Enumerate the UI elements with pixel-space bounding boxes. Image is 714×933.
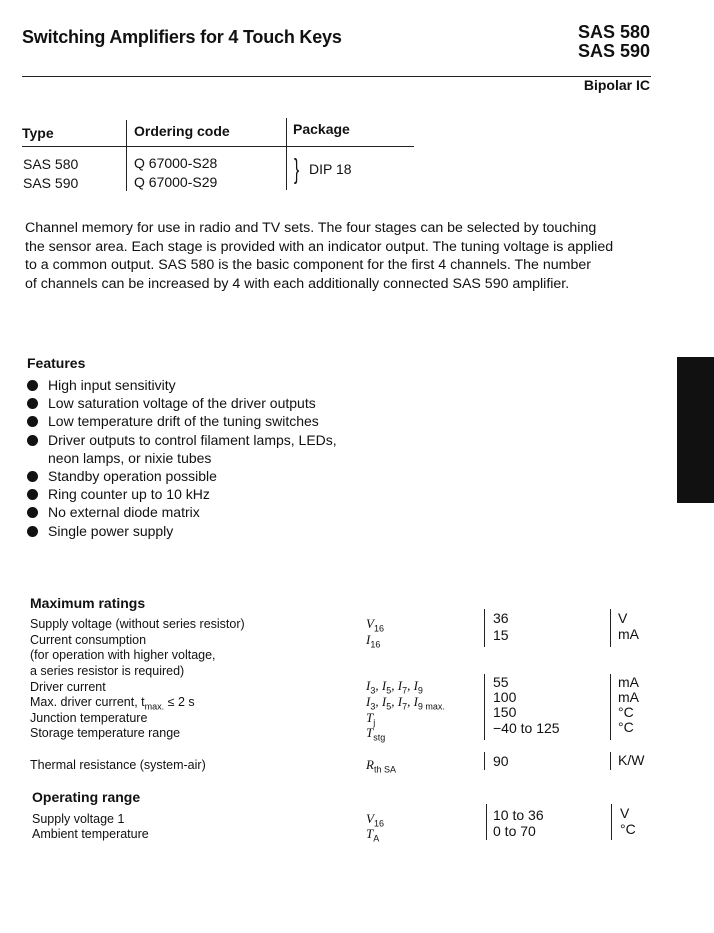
unit-col-rule — [610, 609, 611, 647]
table-header-rule — [22, 146, 414, 147]
unit-cell: °C — [618, 704, 634, 720]
unit-cell: mA — [618, 626, 639, 642]
unit-cell: mA — [618, 674, 639, 690]
value-cell: −40 to 125 — [493, 720, 560, 736]
brace-icon: } — [294, 153, 300, 184]
unit-cell: V — [620, 805, 630, 821]
param-label: Driver current — [30, 680, 106, 694]
value-cell: 150 — [493, 704, 517, 720]
page-title: Switching Amplifiers for 4 Touch Keys — [22, 27, 342, 47]
feature-item: Standby operation possible — [27, 467, 337, 485]
description-line: to a common output. SAS 580 is the basic component for the first 4 channels. The number — [25, 257, 591, 273]
feature-item: No external diode matrix — [27, 503, 337, 521]
description — [25, 219, 655, 293]
col-header-ordering-code: Ordering code — [134, 123, 230, 139]
unit-cell: °C — [618, 719, 634, 735]
param-label: Ambient temperature — [32, 827, 149, 841]
bullet-icon — [27, 435, 38, 446]
value-col-rule — [484, 674, 485, 740]
feature-item: Low saturation voltage of the driver outputs — [27, 394, 337, 412]
param-label: Supply voltage (without series resistor) — [30, 617, 245, 631]
col-header-package: Package — [293, 121, 350, 137]
feature-item-continuation: neon lamps, or nixie tubes — [48, 449, 212, 466]
feature-item: Single power supply — [27, 522, 337, 540]
bullet-icon — [27, 489, 38, 500]
param-label: Storage temperature range — [30, 726, 181, 740]
part-number-2: SAS 590 — [577, 41, 650, 61]
symbol-max-driver-current: $I_3$, $I_5$, $I_7$, $I_{9 max.}$ — [366, 694, 445, 712]
symbol-tstg: $T_{stg}$ — [366, 725, 386, 743]
unit-cell: mA — [618, 689, 639, 705]
header-divider — [22, 76, 651, 77]
symbol-v16: $V_{16}$ — [366, 811, 384, 829]
symbol-driver-current: $I_3$, $I_5$, $I_7$, $I_9$ — [366, 678, 423, 696]
bullet-icon — [27, 507, 38, 518]
param-label: Junction temperature — [30, 711, 148, 725]
table-cell-code: Q 67000-S29 — [134, 174, 218, 190]
symbol-rth: $R_{th SA}$ — [366, 757, 396, 775]
value-cell: 90 — [493, 753, 509, 769]
feature-item: Ring counter up to 10 kHz — [27, 485, 337, 503]
unit-cell: °C — [620, 821, 636, 837]
param-label: Current consumption — [30, 633, 147, 647]
value-col-rule — [486, 804, 487, 840]
symbol-v16: $V_{16}$ — [366, 616, 384, 634]
feature-item: Driver outputs to control filament lamps, LEDs, — [27, 431, 337, 449]
value-cell: 0 to 70 — [493, 823, 536, 839]
value-col-rule — [484, 752, 485, 770]
value-col-rule — [484, 609, 485, 647]
bullet-icon — [27, 398, 38, 409]
param-label: (for operation with higher voltage, — [30, 648, 216, 662]
table-cell-type: SAS 580 — [23, 156, 79, 172]
param-label: Supply voltage 1 — [32, 812, 125, 826]
symbol-ta: $T_A$ — [366, 826, 380, 844]
max-ratings-heading: Maximum ratings — [30, 595, 146, 611]
section-marker-tab — [677, 357, 714, 503]
unit-col-rule — [610, 674, 611, 740]
value-cell: 55 — [493, 674, 509, 690]
value-cell: 10 to 36 — [493, 807, 544, 823]
table-cell-type: SAS 590 — [23, 175, 79, 191]
table-cell-package: DIP 18 — [309, 161, 352, 177]
symbol-i16: $I_{16}$ — [366, 632, 381, 650]
param-label: Max. driver current, $t_{max.} \le 2$ s — [30, 695, 195, 712]
feature-item: High input sensitivity — [27, 376, 337, 394]
features-heading: Features — [27, 355, 86, 371]
table-cell-code: Q 67000-S28 — [134, 155, 218, 171]
unit-cell: K/W — [618, 752, 645, 768]
table-col-divider-1 — [126, 120, 127, 191]
col-header-type: Type — [22, 125, 54, 141]
feature-item: Low temperature drift of the tuning switches — [27, 412, 337, 430]
bullet-icon — [27, 526, 38, 537]
description-line: Channel memory for use in radio and TV sets. The four stages can be selected by touching — [25, 220, 597, 236]
part-number-1: SAS 580 — [577, 22, 650, 42]
bullet-icon — [27, 416, 38, 427]
description-line: of channels can be increased by 4 with each additionally connected SAS 590 amplifier. — [25, 275, 570, 292]
description-line: the sensor area. Each stage is provided with an indicator output. The tuning voltage is applied — [25, 238, 614, 255]
table-col-divider-2 — [286, 118, 287, 190]
param-label: a series resistor is required) — [30, 664, 185, 678]
value-cell: 15 — [493, 627, 509, 643]
unit-cell: V — [618, 610, 628, 626]
param-label: Thermal resistance (system-air) — [30, 758, 206, 772]
symbol-tj: $T_j$ — [366, 710, 376, 728]
value-cell: 36 — [493, 610, 509, 626]
category-label: Bipolar IC — [583, 77, 650, 93]
features-list — [27, 376, 337, 540]
value-cell: 100 — [493, 689, 517, 705]
bullet-icon — [27, 380, 38, 391]
unit-col-rule — [611, 804, 612, 840]
bullet-icon — [27, 471, 38, 482]
unit-col-rule — [610, 752, 611, 770]
operating-range-heading: Operating range — [32, 789, 141, 805]
